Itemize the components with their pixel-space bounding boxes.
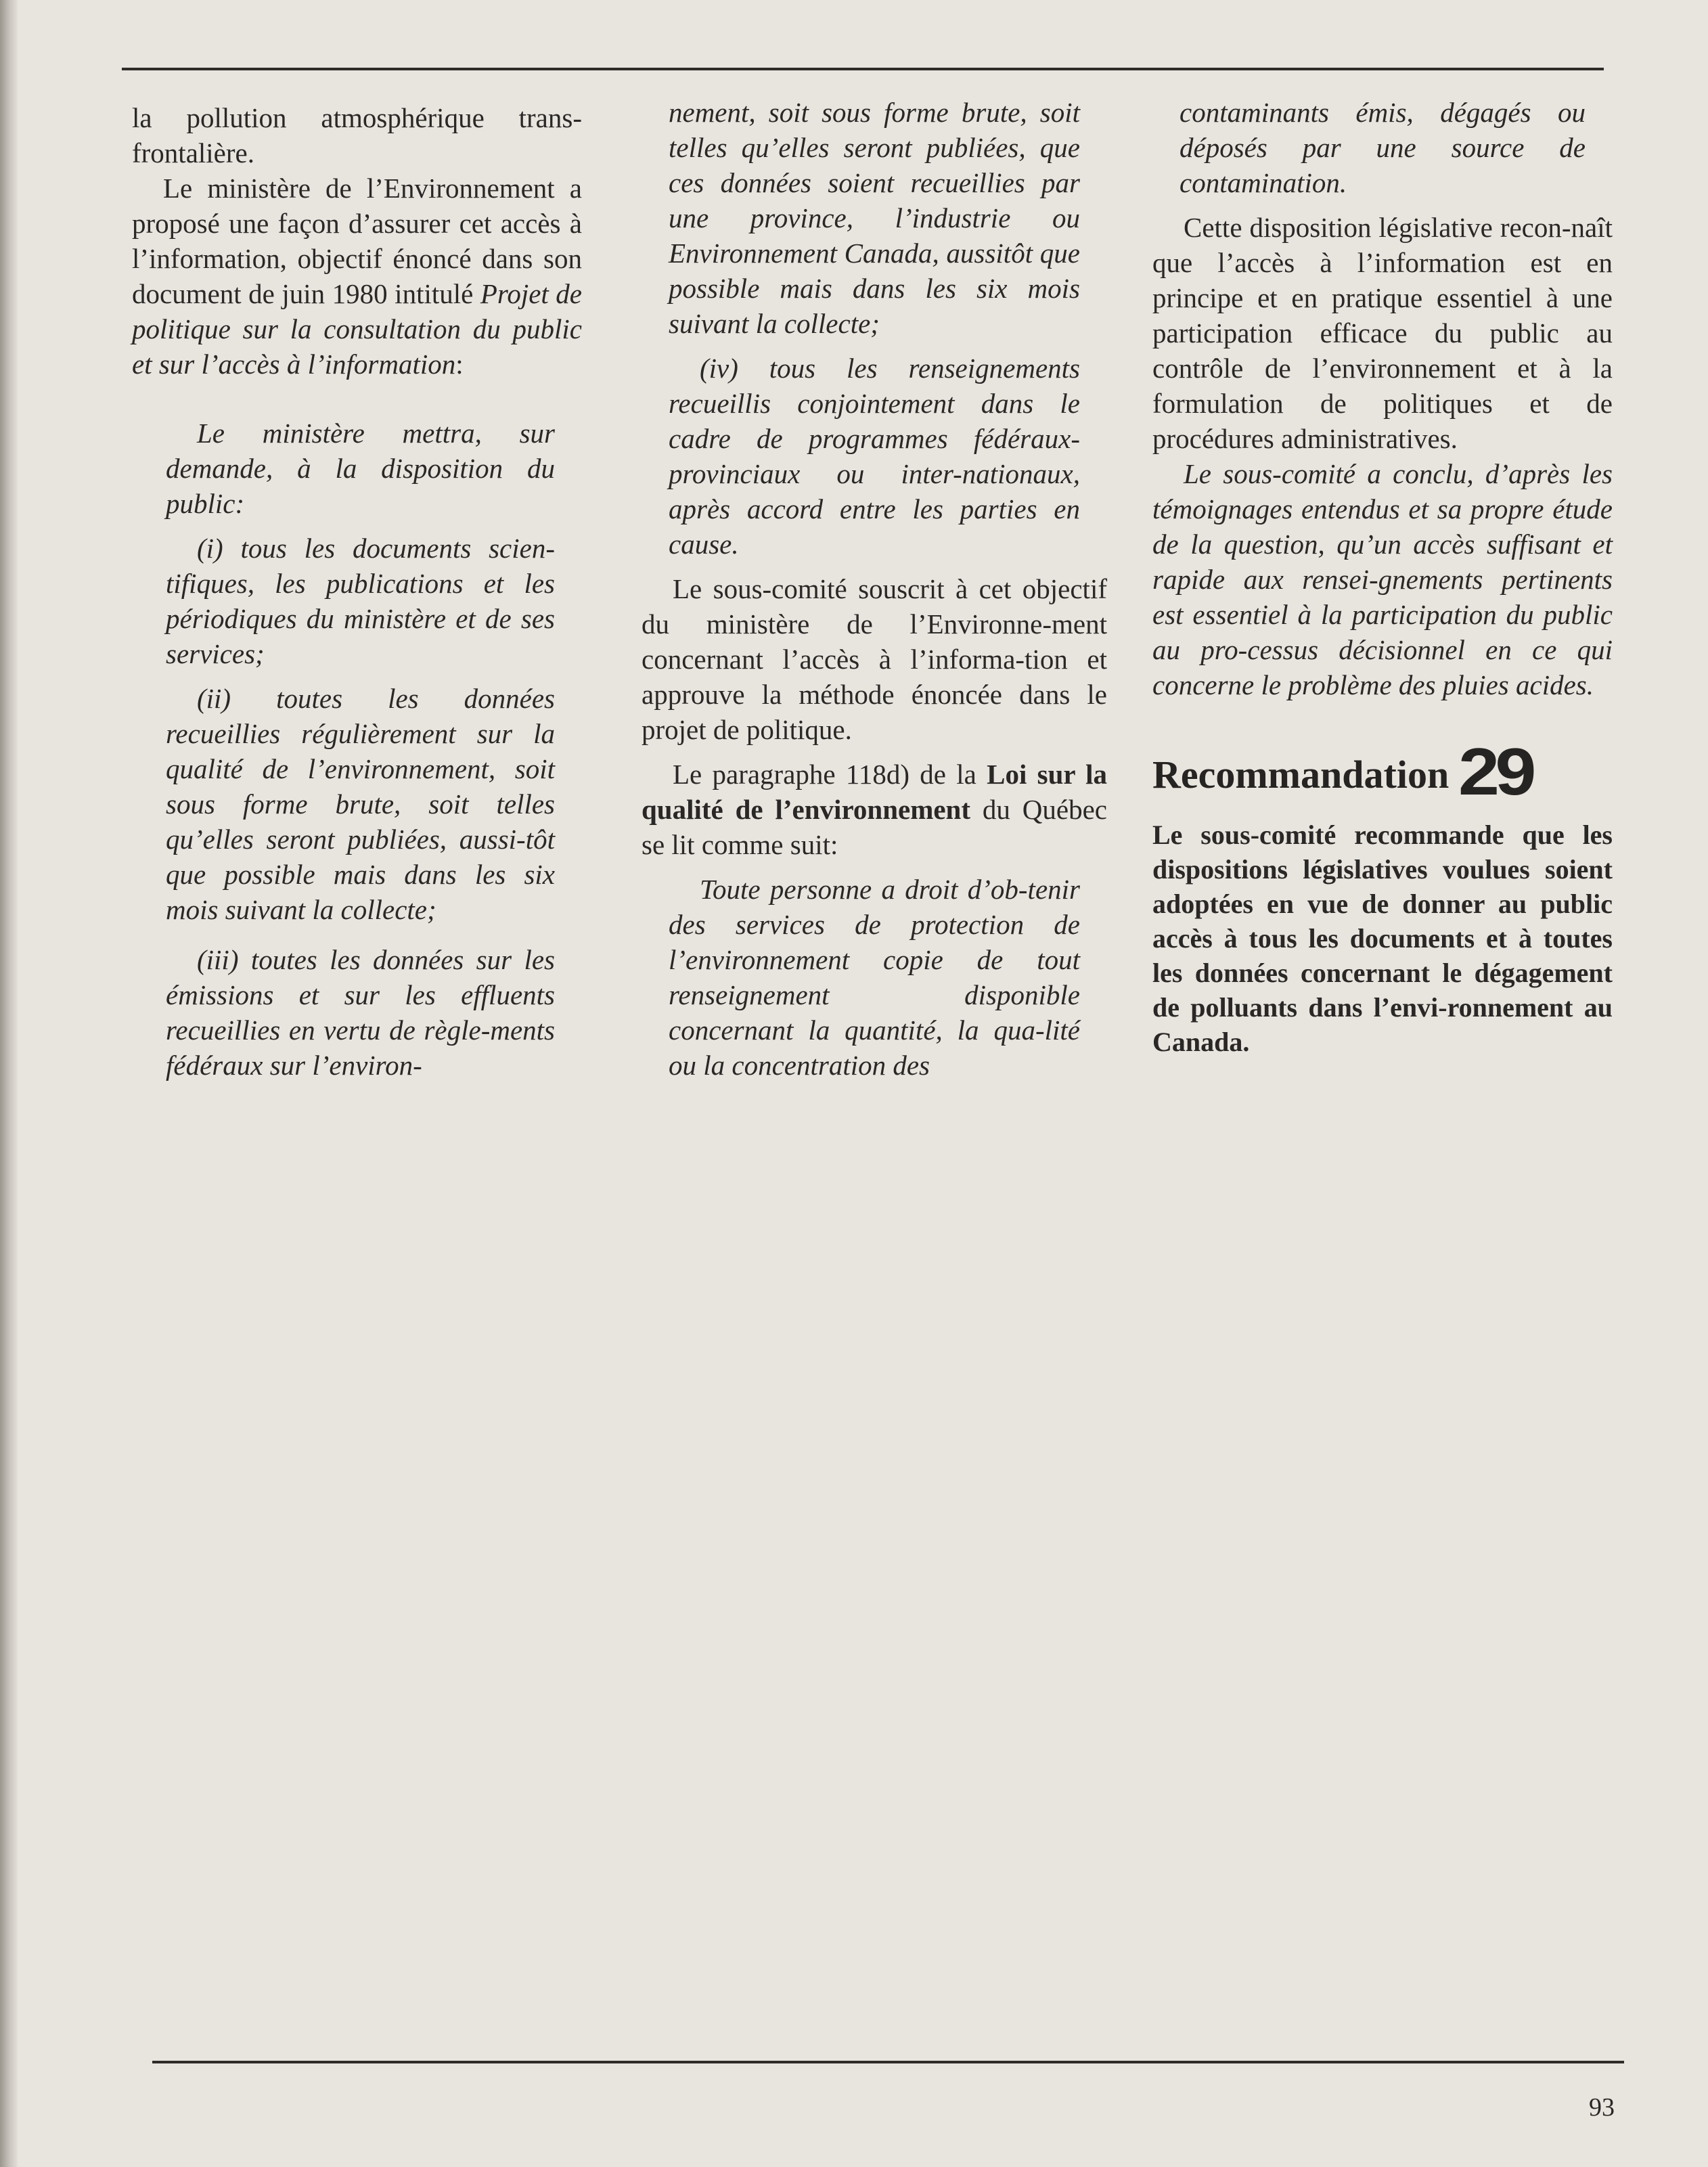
quote-continuation-2: contaminants émis, dégagés ou déposés par une source de contamination.: [1179, 97, 1586, 198]
recommendation-number: 29: [1458, 734, 1532, 809]
list-item-i: (i) tous les documents scien-tifiques, les publications et les périodiques du ministère et de ses services;: [166, 533, 555, 669]
paragraph-disposition: Cette disposition législative recon-naît que l’accès à l’information est en principe et en pratique essentiel à une participation efficace du public au contrôle de l’environnement et à la formulation de politiques et de procédures administratives.: [1152, 212, 1613, 454]
law-title: Loi sur la qualité de l’environnement: [642, 759, 1107, 825]
paragraph-pollution: la pollution atmosphérique trans-frontalière.: [132, 102, 582, 169]
quote-continuation: nement, soit sous forme brute, soit telles qu’elles seront publiées, que ces données soient recueillies par une province, l’industrie ou Environnement Canada, aussitôt que possible mais dans les six mois suivant la collecte;: [669, 97, 1080, 339]
page-number: 93: [1589, 2093, 1615, 2122]
top-rule: [122, 68, 1604, 70]
list-item-iii: (iii) toutes les données sur les émissions et sur les effluents recueillies en vertu de règle-ments fédéraux sur l’environ-: [166, 944, 555, 1081]
recommendation-label: Recommandation: [1152, 753, 1449, 797]
paragraph-loi-a: Le paragraphe 118d) de la: [673, 759, 987, 790]
column-2: [642, 95, 1107, 1083]
recommendation-heading: [1152, 734, 1613, 809]
book-spine-shadow: [0, 0, 18, 2167]
paragraph-ministere: [132, 171, 582, 382]
paragraph-ministere-text: Le ministère de l’Environnement a proposé une façon d’assurer cet accès à l’information, objectif énoncé dans son document de juin 1980 intitulé: [132, 173, 582, 309]
quote-intro: Le ministère mettra, sur demande, à la disposition du public:: [166, 418, 555, 519]
list-item-iv: (iv) tous les renseignements recueillis conjointement dans le cadre de programmes fédéraux-provinciaux ou inter-nationaux, après accord entre les parties en cause.: [669, 353, 1080, 560]
column-1: [132, 100, 582, 1083]
paragraph-conclusion: Le sous-comité a conclu, d’après les témoignages entendus et sa propre étude de la question, qu’un accès suffisant et rapide aux rensei-gnements pertinents est essentiel à la participation du public au pro-cessus décisionnel en ce qui concerne le problème des pluies acides.: [1152, 458, 1613, 700]
quote-toute-personne: Toute personne a droit d’ob-tenir des services de protection de l’environnement copie de tout renseignement disponible concernant la quantité, la qua-lité ou la concentration des: [669, 874, 1080, 1081]
paragraph-loi: [642, 757, 1107, 862]
list-item-ii: (ii) toutes les données recueillies régulièrement sur la qualité de l’environnement, soit sous forme brute, soit telles qu’elles seront publiées, aussi-tôt que possible mais dans les six mois suivant la collecte;: [166, 683, 555, 925]
policy-title: Projet de politique sur la consultation du public et sur l’accès à l’information: [132, 278, 583, 380]
recommendation-text: Le sous-comité recommande que les dispositions législatives voulues soient adoptées en vue de donner au public accès à tous les documents et à toutes les données concernant le dégagement de polluants dans l’envi-ronnement au Canada.: [1152, 820, 1613, 1057]
paragraph-loi-c: du Québec se lit comme suit:: [642, 794, 1107, 860]
column-3: [1152, 95, 1613, 1059]
bottom-rule: [152, 2061, 1624, 2063]
paragraph-souscrit: Le sous-comité souscrit à cet objectif du ministère de l’Environne-ment concernant l’accès à l’informa-tion et approuve la méthode énoncée dans le projet de politique.: [642, 573, 1107, 745]
paragraph-ministere-end: :: [455, 349, 464, 380]
